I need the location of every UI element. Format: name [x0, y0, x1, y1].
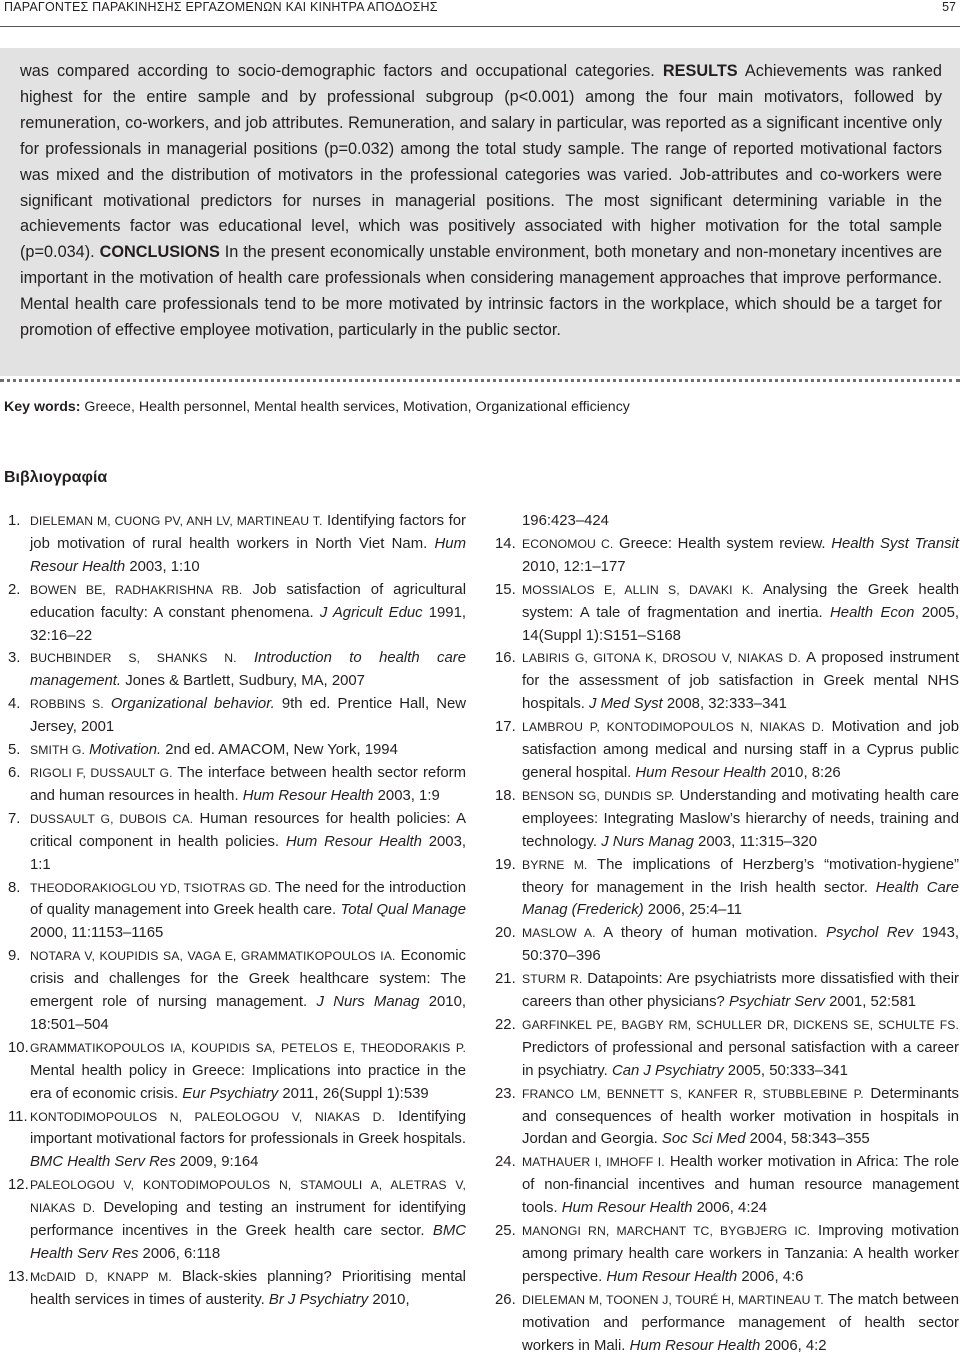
- reference-authors: DUSSAULT G, DUBOIS CA.: [30, 811, 194, 826]
- reference-text: The interface between health sector reform and human resources in health.: [30, 764, 466, 804]
- reference-number: 5.: [8, 742, 21, 759]
- reference-details: 2003, 1:9: [373, 787, 440, 804]
- reference-details: 2010, 12:1–177: [522, 558, 626, 575]
- reference-authors: DIELEMAN M, CUONG PV, ANH LV, MARTINEAU T.: [30, 514, 323, 528]
- reference-item: [495, 647, 959, 716]
- reference-authors: RIGOLI F, DUSSAULT G.: [30, 765, 173, 780]
- keywords-line: [4, 397, 954, 417]
- page-number: 57: [942, 0, 956, 14]
- reference-authors: BUCHBINDER S, SHANKS N.: [30, 651, 237, 666]
- reference-details: 2006, 6:118: [138, 1246, 221, 1262]
- reference-item: [8, 762, 466, 808]
- reference-details: 2006, 4:6: [737, 1268, 804, 1285]
- reference-text: Identifying factors for job motivation of rural health workers in North Viet Nam.: [30, 513, 466, 552]
- reference-text: Analysing the Greek health system: A tale of fragmentation and inertia.: [522, 581, 959, 621]
- reference-journal: Health Econ: [830, 604, 915, 621]
- reference-text: The need for the introduction of quality management into Greek health care.: [30, 879, 466, 919]
- reference-item: [8, 510, 466, 579]
- keywords-label: Key words:: [4, 399, 81, 415]
- reference-authors: BYRNE M.: [522, 857, 588, 872]
- reference-text: Understanding and motivating health care employees: Integrating Maslow’s hierarchy of needs, training and technology.: [522, 787, 959, 850]
- reference-item: [8, 1106, 466, 1175]
- bibliography-heading: Βιβλιογραφία: [4, 469, 108, 486]
- reference-text: Economic crisis and challenges for the Greek healthcare system: The emergent role of nursing management.: [30, 948, 466, 1011]
- reference-journal: Health Syst Transit: [831, 535, 959, 552]
- reference-number: 1.: [8, 513, 21, 529]
- reference-continuation: 196:423–424: [522, 513, 609, 529]
- reference-item: [8, 877, 466, 946]
- reference-journal: Hum Resour Health: [242, 787, 374, 804]
- reference-number: 13.: [8, 1268, 29, 1285]
- reference-details: 2005, 50:333–341: [723, 1062, 848, 1079]
- reference-details: 1943, 50:370–396: [522, 925, 959, 965]
- reference-authors: MASLOW A.: [522, 926, 596, 941]
- reference-number: 14.: [495, 535, 516, 552]
- running-head-title: ΠΑΡΑΓΟΝΤΕΣ ΠΑΡΑΚΙΝΗΣΗΣ ΕΡΓΑΖΟΜΕΝΩΝ ΚΑΙ ΚΙΝΗΤΡΑ ΑΠΟΔΟΣΗΣ: [4, 0, 438, 14]
- references-right-column: [495, 510, 959, 1358]
- reference-journal: Psychol Rev: [826, 925, 914, 942]
- reference-number: 25.: [495, 1223, 516, 1240]
- reference-item: [495, 1083, 959, 1152]
- reference-authors: BENSON SG, DUNDIS SP.: [522, 788, 675, 803]
- reference-details: 1991, 32:16–22: [30, 604, 466, 644]
- reference-item: [495, 1220, 959, 1289]
- reference-item: [495, 1289, 959, 1358]
- reference-text: Developing and testing an instrument for identifying performance incentives in the Greek health care sector.: [30, 1200, 466, 1240]
- reference-number: 16.: [495, 650, 516, 667]
- reference-authors: PALEOLOGOU V, KONTODIMOPOULOS N, STAMOULI A, ALETRAS V, NIAKAS D.: [30, 1178, 466, 1216]
- reference-text: [104, 696, 111, 712]
- reference-authors: STURM R.: [522, 972, 583, 987]
- reference-details: 2005, 14(Suppl 1):S151–S168: [522, 604, 960, 644]
- reference-item: [495, 579, 959, 648]
- reference-number: 15.: [495, 581, 516, 598]
- reference-item: [495, 785, 959, 854]
- reference-number: 11.: [8, 1108, 28, 1125]
- reference-item: [495, 533, 959, 579]
- reference-journal: Eur Psychiatry: [182, 1085, 279, 1102]
- reference-number: 12.: [8, 1177, 29, 1194]
- reference-details: 2003, 1:1: [30, 833, 467, 873]
- reference-item: [495, 968, 959, 1014]
- reference-text: The implications of Herzberg’s “motivation-hygiene” theory for management in the Irish health sector.: [522, 856, 959, 896]
- reference-text: Job satisfaction of agricultural education faculty: A constant phenomena.: [30, 581, 466, 621]
- reference-journal: J Nurs Manag: [316, 994, 420, 1011]
- reference-number: 20.: [495, 925, 516, 942]
- reference-details: 2010, 8:26: [766, 764, 841, 781]
- abstract-text: [20, 59, 942, 344]
- reference-authors: LAMBROU P, KONTODIMOPOULOS N, NIAKAS D.: [522, 720, 825, 735]
- reference-item: [8, 693, 466, 739]
- dotted-divider: [0, 379, 960, 382]
- reference-details: 2010, 18:501–504: [30, 994, 466, 1033]
- reference-authors: DIELEMAN M, TOONEN J, TOURÉ H, MARTINEAU T.: [522, 1292, 824, 1307]
- reference-journal: Psychiatr Serv: [728, 994, 825, 1011]
- reference-item: [495, 716, 959, 785]
- abstract-conclusions-text: In the present economically unstable environment, both monetary and non-monetary incentives are important in the motivation of health care professionals when considering management approaches that improve performance. Mental health care professionals tend to be more motivated by intrinsic factors in the workplace, which should be a target for promotion of effective employee motivation, particularly in the public sector.: [20, 243, 943, 340]
- reference-authors: McDAID D, KNAPP M.: [30, 1269, 172, 1284]
- reference-journal: J Nurs Manag: [601, 833, 694, 850]
- reference-text: A theory of human motivation.: [595, 925, 827, 942]
- reference-item: [495, 854, 959, 923]
- reference-details: 9th ed. Prentice Hall, New Jersey, 2001: [30, 696, 466, 736]
- reference-details: 2003, 11:315–320: [693, 833, 818, 850]
- reference-details: 2008, 32:333–341: [662, 696, 787, 713]
- reference-details: 2006, 4:2: [760, 1337, 827, 1354]
- reference-number: 22.: [495, 1016, 516, 1033]
- reference-details: 2006, 4:24: [692, 1200, 768, 1217]
- reference-text: The match between motivation and performance management of health sector workers in Mali.: [522, 1291, 959, 1354]
- reference-number: 21.: [495, 971, 516, 988]
- reference-details: 2nd ed. AMACOM, New York, 1994: [161, 742, 398, 759]
- reference-text: A proposed instrument for the assessment of job satisfaction in Greek mental NHS hospitals.: [522, 650, 959, 713]
- reference-details: 2003, 1:10: [125, 558, 200, 575]
- reference-number: 26.: [495, 1291, 516, 1308]
- reference-item: [495, 1151, 959, 1220]
- reference-text: Human resources for health policies: A critical component in health policies.: [30, 810, 467, 850]
- reference-item: [495, 1014, 959, 1083]
- reference-item: [8, 647, 466, 693]
- abstract-methods-tail: was compared according to socio-demographic factors and occupational categories.: [20, 62, 663, 80]
- reference-authors: FRANCO LM, BENNETT S, KANFER R, STUBBLEBINE P.: [522, 1086, 864, 1101]
- reference-item: [8, 808, 466, 877]
- reference-authors: KONTODIMOPOULOS N, PALEOLOGOU V, NIAKAS D.: [30, 1109, 385, 1124]
- reference-authors: BOWEN BE, RADHAKRISHNA RB.: [30, 582, 243, 597]
- keywords-text: Greece, Health personnel, Mental health services, Motivation, Organizational efficiency: [80, 399, 630, 415]
- reference-text: Identifying important motivational factors for professionals in Greek hospitals.: [30, 1108, 466, 1148]
- reference-details: 2004, 58:343–355: [745, 1131, 870, 1148]
- reference-authors: NOTARA V, KOUPIDIS SA, VAGA E, GRAMMATIKOPOULOS IA.: [30, 949, 396, 964]
- reference-details: 2006, 25:4–11: [643, 902, 742, 919]
- reference-text: Motivation and job satisfaction among medical and nursing staff in a Cyprus public general hospital.: [522, 719, 959, 781]
- reference-details: Jones & Bartlett, Sudbury, MA, 2007: [121, 673, 365, 690]
- reference-text: Mental health policy in Greece: Implications into practice in the era of economic crisis.: [30, 1062, 466, 1102]
- reference-text: Datapoints: Are psychiatrists more dissatisfied with their careers than other physicians?: [522, 971, 960, 1011]
- reference-journal: BMC Health Serv Res: [30, 1223, 466, 1262]
- reference-authors: ECONOMOU C.: [522, 536, 614, 551]
- reference-number: 3.: [8, 650, 21, 667]
- reference-number: 7.: [8, 810, 21, 827]
- reference-text: Determinants and consequences of health worker motivation in hospitals in Jordan and Georgia.: [522, 1085, 959, 1148]
- reference-details: 2001, 52:581: [824, 994, 917, 1011]
- reference-authors: THEODORAKIOGLOU YD, TSIOTRAS GD.: [30, 880, 271, 895]
- reference-number: 8.: [8, 879, 21, 896]
- reference-authors: MATHAUER I, IMHOFF I.: [522, 1155, 665, 1170]
- abstract-results-label: RESULTS: [662, 62, 738, 80]
- reference-number: 10.: [8, 1039, 29, 1056]
- reference-authors: ROBBINS S.: [30, 697, 104, 712]
- reference-journal: Total Qual Manage: [340, 902, 466, 919]
- reference-journal: Br J Psychiatry: [268, 1291, 369, 1308]
- reference-number: 19.: [495, 856, 516, 873]
- reference-text: Improving motivation among primary health care workers in Tanzania: A health worker perspective.: [522, 1223, 960, 1285]
- reference-item: [495, 922, 959, 968]
- reference-journal: J Med Syst: [589, 696, 663, 713]
- reference-number: 4.: [8, 696, 21, 713]
- reference-journal: Hum Resour Health: [30, 535, 466, 575]
- reference-details: 2010,: [368, 1291, 410, 1308]
- reference-journal: Hum Resour Health: [561, 1200, 693, 1217]
- reference-item: [8, 1037, 466, 1106]
- reference-number: 23.: [495, 1085, 516, 1102]
- running-header: [0, 0, 960, 27]
- reference-number: 6.: [8, 764, 21, 781]
- reference-journal: Hum Resour Health: [629, 1337, 761, 1354]
- reference-item: [8, 1174, 466, 1266]
- reference-journal: Health Care Manag (Frederick): [522, 879, 959, 919]
- abstract-conclusions-label: CONCLUSIONS: [99, 243, 220, 262]
- reference-journal: J Agricult Educ: [319, 604, 423, 621]
- reference-item: [8, 579, 466, 648]
- reference-journal: Motivation.: [89, 742, 162, 759]
- reference-journal: Hum Resour Health: [635, 764, 767, 781]
- reference-details: 2000, 11:1153–1165: [30, 925, 164, 942]
- reference-journal: Introduction to health care management.: [30, 650, 466, 690]
- reference-authors: MANONGI RN, MARCHANT TC, BYGBJERG IC.: [522, 1224, 811, 1239]
- reference-item: [8, 1266, 466, 1312]
- reference-journal: Hum Resour Health: [285, 833, 422, 850]
- reference-journal: Organizational behavior.: [110, 696, 275, 713]
- abstract-results-text: Achievements was ranked highest for the entire sample and by professional subgroup (p<0.001) among the four main motivators, followed by remuneration, co-workers, and job attributes. Remuneration, and salary in particular, was reported as a significant incentive only for professionals in managerial positions (p=0.032) among the total study sample. The range of reported motivational factors was mixed and the distribution of motivators in the professional categories was varied. Job-attributes and co-workers were significant motivational predictors for nurses in managerial positions. The most significant determining variable in the achievements factor was educational level, which was positively associated with higher motivation for the total sample (p=0.034).: [20, 62, 942, 262]
- reference-number: 18.: [495, 787, 516, 804]
- reference-text: Black-skies planning? Prioritising mental health services in times of austerity.: [30, 1268, 466, 1308]
- reference-number: 24.: [495, 1154, 516, 1171]
- reference-details: 2011, 26(Suppl 1):539: [278, 1085, 429, 1102]
- reference-number: 9.: [8, 948, 21, 965]
- reference-authors: MOSSIALOS E, ALLIN S, DAVAKI K.: [522, 582, 754, 597]
- reference-item: [8, 739, 466, 762]
- reference-journal: Can J Psychiatry: [611, 1062, 724, 1079]
- reference-authors: GRAMMATIKOPOULOS IA, KOUPIDIS SA, PETELOS E, THEODORAKIS P.: [30, 1040, 466, 1055]
- reference-item: [8, 945, 466, 1037]
- reference-text: Health worker motivation in Africa: The role of non-financial incentives and human resource management tools.: [522, 1154, 959, 1217]
- reference-journal: BMC Health Serv Res: [30, 1154, 176, 1171]
- references-left-column: [8, 510, 466, 1312]
- reference-authors: LABIRIS G, GITONA K, DROSOU V, NIAKAS D.: [522, 651, 801, 666]
- reference-text: Greece: Health system review.: [613, 535, 832, 552]
- reference-journal: Soc Sci Med: [661, 1131, 746, 1148]
- reference-details: 2009, 9:164: [175, 1154, 259, 1171]
- reference-text: [237, 650, 254, 666]
- reference-journal: Hum Resour Health: [606, 1268, 738, 1285]
- reference-authors: GARFINKEL PE, BAGBY RM, SCHULLER DR, DICKENS SE, SCHULTE FS.: [522, 1017, 959, 1032]
- reference-text: Predictors of professional and personal satisfaction with a career in psychiatry.: [522, 1039, 959, 1079]
- reference-authors: SMITH G.: [30, 743, 85, 758]
- reference-number: 2.: [8, 581, 21, 598]
- reference-number: 17.: [495, 719, 516, 736]
